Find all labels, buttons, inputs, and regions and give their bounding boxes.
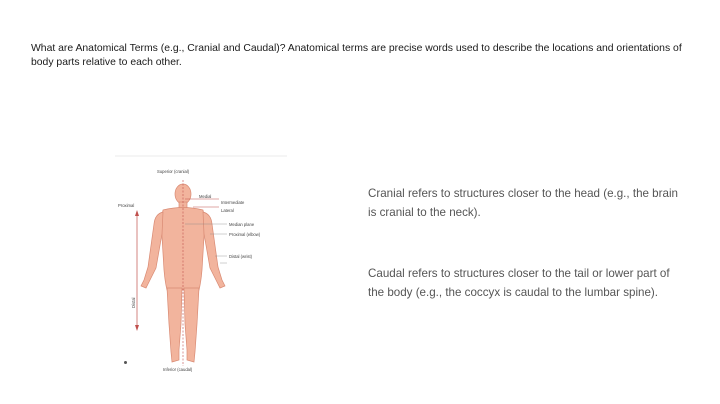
caudal-description: Caudal refers to structures closer to the tail or lower part of the body (e.g., the coccyx is caudal to the lumbar spine). <box>368 267 670 299</box>
anatomical-position-figure <box>115 152 290 380</box>
label-distal-wrist: Distal (wrist) <box>229 254 253 259</box>
label-lateral: Lateral <box>221 208 234 213</box>
human-body-illustration <box>115 152 290 380</box>
cranial-description: Cranial refers to structures closer to the head (e.g., the brain is cranial to the neck). <box>368 187 678 219</box>
label-superior: Superior (cranial) <box>157 169 190 174</box>
intro-paragraph: What are Anatomical Terms (e.g., Cranial and Caudal)? Anatomical terms are precise words used to describe the locations and orientations of body parts relative to each other. <box>31 43 682 68</box>
label-distal: Distal <box>131 297 136 308</box>
label-proximal-elbow: Proximal (elbow) <box>229 232 261 237</box>
label-inferior: Inferior (caudal) <box>163 367 193 372</box>
label-median-plane: Median plane <box>229 222 255 227</box>
label-proximal: Proximal <box>118 203 135 208</box>
label-medial: Medial <box>199 194 212 199</box>
bullet-dot <box>124 361 127 364</box>
label-intermediate: Intermediate <box>221 200 245 205</box>
